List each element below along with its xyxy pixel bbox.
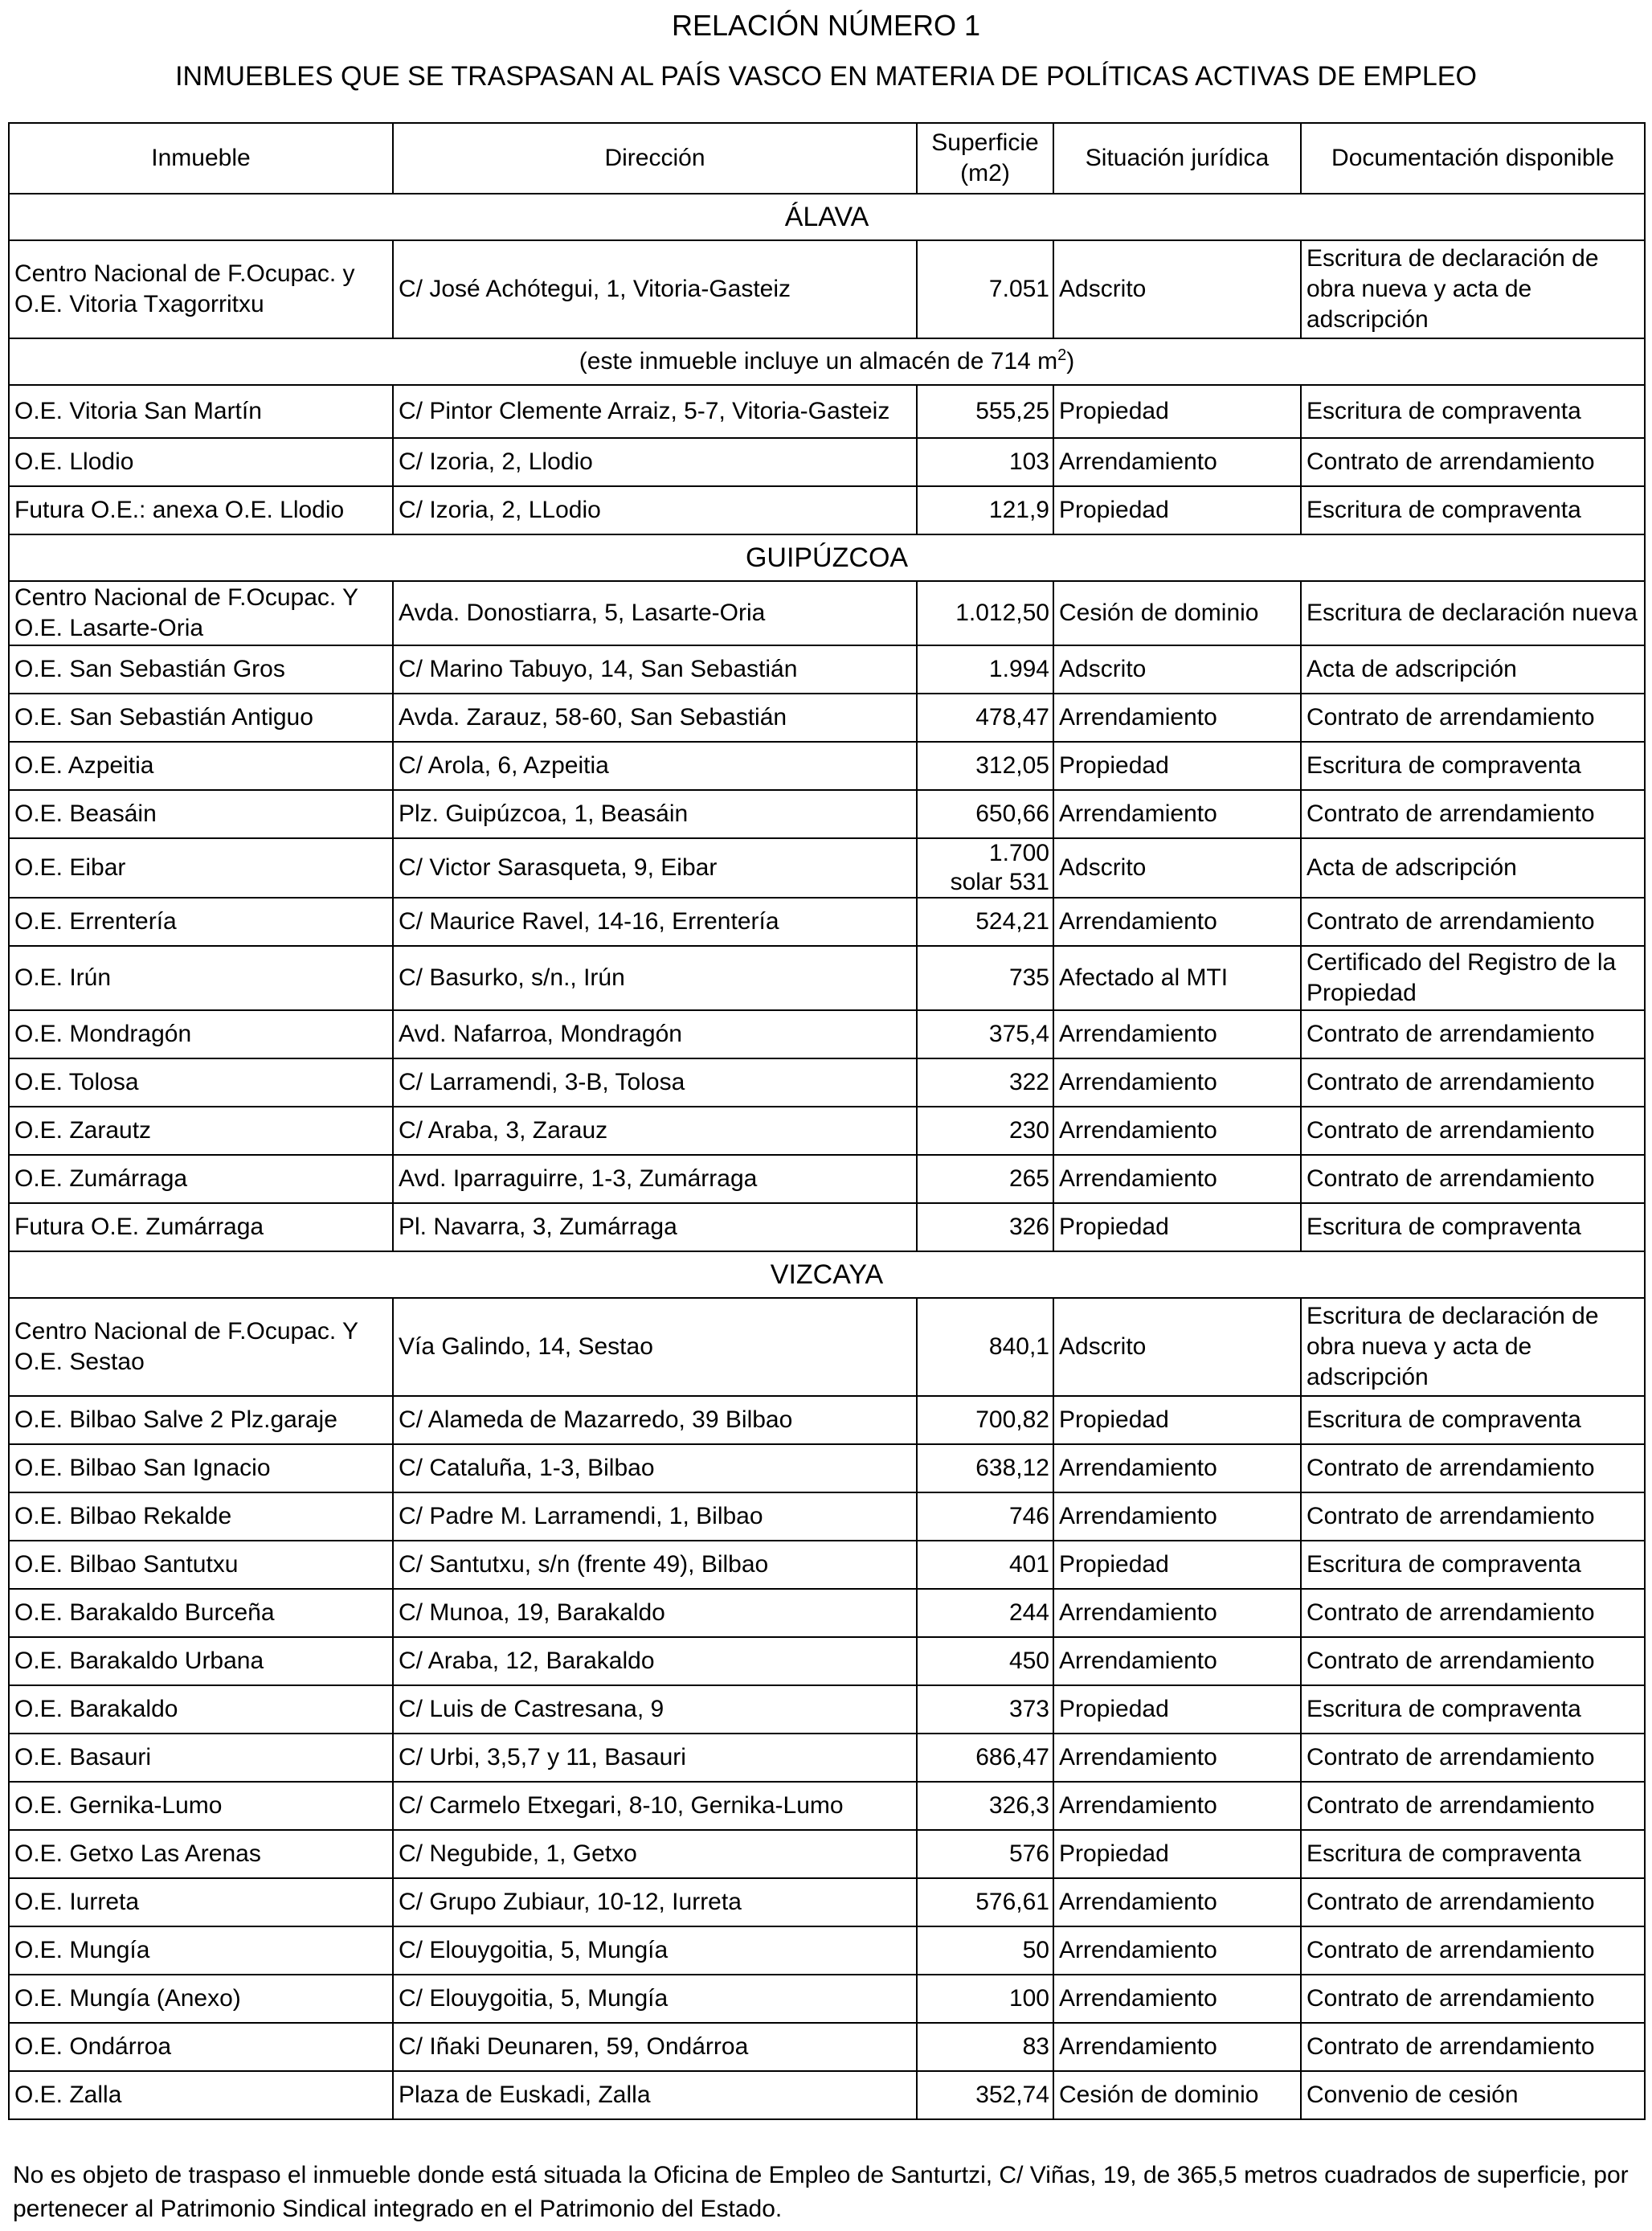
cell-superficie: 375,4	[917, 1010, 1053, 1058]
cell-situacion: Propiedad	[1053, 742, 1301, 790]
cell-direccion: C/ Elouygoitia, 5, Mungía	[393, 1926, 917, 1975]
cell-superficie: 746	[917, 1492, 1053, 1541]
cell-situacion: Propiedad	[1053, 1396, 1301, 1444]
cell-documentacion: Escritura de declaración de obra nueva y acta de adscripción	[1301, 240, 1645, 338]
cell-superficie: 450	[917, 1637, 1053, 1685]
cell-documentacion: Contrato de arrendamiento	[1301, 898, 1645, 946]
header-situacion: Situación jurídica	[1053, 123, 1301, 194]
table-row	[9, 385, 1645, 438]
table-row	[9, 1878, 1645, 1926]
cell-superficie: 265	[917, 1155, 1053, 1203]
cell-documentacion: Contrato de arrendamiento	[1301, 694, 1645, 742]
cell-superficie: 326	[917, 1203, 1053, 1251]
cell-inmueble: O.E. Iurreta	[9, 1878, 393, 1926]
cell-direccion: C/ Maurice Ravel, 14-16, Errentería	[393, 898, 917, 946]
cell-superficie: 478,47	[917, 694, 1053, 742]
cell-inmueble: O.E. Zarautz	[9, 1107, 393, 1155]
cell-situacion: Arrendamiento	[1053, 1444, 1301, 1492]
cell-situacion: Adscrito	[1053, 1298, 1301, 1396]
cell-inmueble: O.E. Bilbao San Ignacio	[9, 1444, 393, 1492]
cell-direccion: C/ Araba, 3, Zarauz	[393, 1107, 917, 1155]
cell-superficie: 650,66	[917, 790, 1053, 838]
storage-note-end: )	[1066, 348, 1075, 375]
table-row	[9, 1010, 1645, 1058]
cell-situacion: Arrendamiento	[1053, 1782, 1301, 1830]
cell-situacion: Adscrito	[1053, 838, 1301, 898]
cell-direccion: C/ Arola, 6, Azpeitia	[393, 742, 917, 790]
cell-inmueble: O.E. San Sebastián Antiguo	[9, 694, 393, 742]
cell-direccion: C/ José Achótegui, 1, Vitoria-Gasteiz	[393, 240, 917, 338]
table-row	[9, 240, 1645, 338]
cell-situacion: Arrendamiento	[1053, 898, 1301, 946]
table-row	[9, 1058, 1645, 1107]
table-row	[9, 1541, 1645, 1589]
cell-direccion: C/ Victor Sarasqueta, 9, Eibar	[393, 838, 917, 898]
cell-direccion: Plz. Guipúzcoa, 1, Beasáin	[393, 790, 917, 838]
cell-documentacion: Contrato de arrendamiento	[1301, 1058, 1645, 1107]
table-row	[9, 1734, 1645, 1782]
cell-direccion: C/ Negubide, 1, Getxo	[393, 1830, 917, 1878]
cell-inmueble: O.E. Zalla	[9, 2071, 393, 2119]
cell-documentacion: Contrato de arrendamiento	[1301, 1637, 1645, 1685]
table-row	[9, 790, 1645, 838]
table-row	[9, 898, 1645, 946]
cell-superficie: 230	[917, 1107, 1053, 1155]
cell-direccion: Avda. Zarauz, 58-60, San Sebastián	[393, 694, 917, 742]
cell-situacion: Adscrito	[1053, 645, 1301, 694]
storage-note	[9, 338, 1645, 385]
cell-documentacion: Escritura de compraventa	[1301, 486, 1645, 534]
cell-inmueble: O.E. San Sebastián Gros	[9, 645, 393, 694]
cell-documentacion: Contrato de arrendamiento	[1301, 438, 1645, 486]
cell-situacion: Arrendamiento	[1053, 1975, 1301, 2023]
cell-inmueble: O.E. Mondragón	[9, 1010, 393, 1058]
cell-situacion: Arrendamiento	[1053, 1010, 1301, 1058]
cell-superficie: 121,9	[917, 486, 1053, 534]
cell-inmueble: O.E. Barakaldo	[9, 1685, 393, 1734]
table-row	[9, 1298, 1645, 1396]
cell-direccion: C/ Elouygoitia, 5, Mungía	[393, 1975, 917, 2023]
header-direccion: Dirección	[393, 123, 917, 194]
cell-documentacion: Contrato de arrendamiento	[1301, 1589, 1645, 1637]
region-name: GUIPÚZCOA	[9, 534, 1645, 581]
cell-superficie: 1.012,50	[917, 581, 1053, 645]
cell-situacion: Adscrito	[1053, 240, 1301, 338]
cell-documentacion: Escritura de declaración de obra nueva y acta de adscripción	[1301, 1298, 1645, 1396]
cell-inmueble: Futura O.E. Zumárraga	[9, 1203, 393, 1251]
cell-documentacion: Convenio de cesión	[1301, 2071, 1645, 2119]
cell-superficie: 244	[917, 1589, 1053, 1637]
cell-inmueble: O.E. Azpeitia	[9, 742, 393, 790]
cell-superficie: 312,05	[917, 742, 1053, 790]
cell-situacion: Propiedad	[1053, 1203, 1301, 1251]
table-body	[9, 194, 1645, 2119]
cell-direccion: C/ Luis de Castresana, 9	[393, 1685, 917, 1734]
cell-superficie: 322	[917, 1058, 1053, 1107]
cell-direccion: C/ Munoa, 19, Barakaldo	[393, 1589, 917, 1637]
table-row	[9, 1830, 1645, 1878]
cell-documentacion: Escritura de compraventa	[1301, 742, 1645, 790]
cell-direccion: Avd. Nafarroa, Mondragón	[393, 1010, 917, 1058]
cell-inmueble: O.E. Barakaldo Urbana	[9, 1637, 393, 1685]
cell-situacion: Arrendamiento	[1053, 1107, 1301, 1155]
table-row	[9, 2071, 1645, 2119]
table-row	[9, 486, 1645, 534]
cell-superficie: 735	[917, 946, 1053, 1010]
cell-documentacion: Escritura de compraventa	[1301, 1685, 1645, 1734]
cell-inmueble: O.E. Eibar	[9, 838, 393, 898]
note-row	[9, 338, 1645, 385]
cell-inmueble: O.E. Bilbao Salve 2 Plz.garaje	[9, 1396, 393, 1444]
table-row	[9, 1589, 1645, 1637]
table-row	[9, 1107, 1645, 1155]
cell-superficie: 352,74	[917, 2071, 1053, 2119]
cell-situacion: Arrendamiento	[1053, 1058, 1301, 1107]
cell-direccion: Pl. Navarra, 3, Zumárraga	[393, 1203, 917, 1251]
cell-inmueble: O.E. Getxo Las Arenas	[9, 1830, 393, 1878]
cell-direccion: Avda. Donostiarra, 5, Lasarte-Oria	[393, 581, 917, 645]
table-row	[9, 1637, 1645, 1685]
cell-inmueble: Futura O.E.: anexa O.E. Llodio	[9, 486, 393, 534]
cell-situacion: Arrendamiento	[1053, 1878, 1301, 1926]
cell-direccion: C/ Izoria, 2, LLodio	[393, 486, 917, 534]
cell-documentacion: Contrato de arrendamiento	[1301, 1492, 1645, 1541]
table-row	[9, 645, 1645, 694]
cell-situacion: Propiedad	[1053, 1830, 1301, 1878]
header-documentacion: Documentación disponible	[1301, 123, 1645, 194]
cell-documentacion: Escritura de compraventa	[1301, 1541, 1645, 1589]
cell-inmueble: O.E. Gernika-Lumo	[9, 1782, 393, 1830]
cell-superficie: 700,82	[917, 1396, 1053, 1444]
cell-direccion: Avd. Iparraguirre, 1-3, Zumárraga	[393, 1155, 917, 1203]
cell-documentacion: Acta de adscripción	[1301, 838, 1645, 898]
cell-inmueble: O.E. Vitoria San Martín	[9, 385, 393, 438]
table-row	[9, 1444, 1645, 1492]
cell-situacion: Afectado al MTI	[1053, 946, 1301, 1010]
table-row	[9, 1396, 1645, 1444]
cell-documentacion: Contrato de arrendamiento	[1301, 1107, 1645, 1155]
header-superficie-line2: (m2)	[960, 160, 1010, 186]
cell-direccion: C/ Carmelo Etxegari, 8-10, Gernika-Lumo	[393, 1782, 917, 1830]
table-row	[9, 838, 1645, 898]
cell-situacion: Propiedad	[1053, 385, 1301, 438]
cell-inmueble: O.E. Mungía	[9, 1926, 393, 1975]
cell-situacion: Arrendamiento	[1053, 790, 1301, 838]
cell-inmueble: Centro Nacional de F.Ocupac. Y O.E. Sestao	[9, 1298, 393, 1396]
cell-situacion: Arrendamiento	[1053, 438, 1301, 486]
cell-superficie: 555,25	[917, 385, 1053, 438]
cell-inmueble: Centro Nacional de F.Ocupac. Y O.E. Lasarte-Oria	[9, 581, 393, 645]
cell-documentacion: Contrato de arrendamiento	[1301, 1878, 1645, 1926]
cell-situacion: Propiedad	[1053, 1541, 1301, 1589]
region-name: VIZCAYA	[9, 1251, 1645, 1298]
cell-documentacion: Acta de adscripción	[1301, 645, 1645, 694]
region-header-row	[9, 194, 1645, 240]
cell-situacion: Cesión de dominio	[1053, 2071, 1301, 2119]
cell-situacion: Arrendamiento	[1053, 1926, 1301, 1975]
cell-direccion: Vía Galindo, 14, Sestao	[393, 1298, 917, 1396]
cell-direccion: C/ Grupo Zubiaur, 10-12, Iurreta	[393, 1878, 917, 1926]
cell-inmueble: O.E. Ondárroa	[9, 2023, 393, 2071]
cell-documentacion: Escritura de compraventa	[1301, 1396, 1645, 1444]
cell-superficie: 103	[917, 438, 1053, 486]
cell-inmueble: O.E. Zumárraga	[9, 1155, 393, 1203]
cell-documentacion: Contrato de arrendamiento	[1301, 1155, 1645, 1203]
cell-documentacion: Escritura de declaración nueva	[1301, 581, 1645, 645]
cell-documentacion: Contrato de arrendamiento	[1301, 2023, 1645, 2071]
cell-inmueble: O.E. Mungía (Anexo)	[9, 1975, 393, 2023]
cell-superficie: 83	[917, 2023, 1053, 2071]
cell-superficie: 1.700 solar 531	[917, 838, 1053, 898]
table-row	[9, 1492, 1645, 1541]
header-superficie	[917, 123, 1053, 194]
document-subtitle: INMUEBLES QUE SE TRASPASAN AL PAÍS VASCO EN MATERIA DE POLÍTICAS ACTIVAS DE EMPLEO	[175, 61, 1477, 92]
table-row	[9, 1926, 1645, 1975]
cell-direccion: C/ Urbi, 3,5,7 y 11, Basauri	[393, 1734, 917, 1782]
cell-inmueble: O.E. Llodio	[9, 438, 393, 486]
table-row	[9, 581, 1645, 645]
cell-situacion: Propiedad	[1053, 1685, 1301, 1734]
cell-direccion: C/ Araba, 12, Barakaldo	[393, 1637, 917, 1685]
cell-superficie: 326,3	[917, 1782, 1053, 1830]
table-row	[9, 946, 1645, 1010]
cell-documentacion: Contrato de arrendamiento	[1301, 1926, 1645, 1975]
cell-documentacion: Contrato de arrendamiento	[1301, 790, 1645, 838]
storage-note-superscript: 2	[1057, 346, 1067, 364]
cell-direccion: C/ Iñaki Deunaren, 59, Ondárroa	[393, 2023, 917, 2071]
cell-inmueble: O.E. Bilbao Rekalde	[9, 1492, 393, 1541]
table-row	[9, 1685, 1645, 1734]
cell-direccion: C/ Santutxu, s/n (frente 49), Bilbao	[393, 1541, 917, 1589]
cell-documentacion: Contrato de arrendamiento	[1301, 1010, 1645, 1058]
table-row	[9, 1782, 1645, 1830]
document-title: RELACIÓN NÚMERO 1	[671, 9, 981, 42]
cell-situacion: Arrendamiento	[1053, 1492, 1301, 1541]
region-header-row	[9, 1251, 1645, 1298]
cell-superficie: 50	[917, 1926, 1053, 1975]
cell-documentacion: Contrato de arrendamiento	[1301, 1444, 1645, 1492]
cell-inmueble: O.E. Barakaldo Burceña	[9, 1589, 393, 1637]
cell-direccion: C/ Alameda de Mazarredo, 39 Bilbao	[393, 1396, 917, 1444]
cell-inmueble: O.E. Bilbao Santutxu	[9, 1541, 393, 1589]
cell-situacion: Arrendamiento	[1053, 1589, 1301, 1637]
cell-situacion: Arrendamiento	[1053, 1155, 1301, 1203]
cell-situacion: Arrendamiento	[1053, 1734, 1301, 1782]
cell-documentacion: Escritura de compraventa	[1301, 385, 1645, 438]
cell-inmueble: Centro Nacional de F.Ocupac. y O.E. Vitoria Txagorritxu	[9, 240, 393, 338]
cell-documentacion: Escritura de compraventa	[1301, 1203, 1645, 1251]
cell-superficie: 576,61	[917, 1878, 1053, 1926]
cell-direccion: C/ Basurko, s/n., Irún	[393, 946, 917, 1010]
cell-superficie: 7.051	[917, 240, 1053, 338]
cell-direccion: C/ Izoria, 2, Llodio	[393, 438, 917, 486]
cell-superficie: 638,12	[917, 1444, 1053, 1492]
cell-superficie: 576	[917, 1830, 1053, 1878]
region-name: ÁLAVA	[9, 194, 1645, 240]
table-row	[9, 2023, 1645, 2071]
header-superficie-line1: Superficie	[931, 129, 1039, 156]
cell-documentacion: Contrato de arrendamiento	[1301, 1782, 1645, 1830]
cell-superficie: 686,47	[917, 1734, 1053, 1782]
cell-direccion: C/ Larramendi, 3-B, Tolosa	[393, 1058, 917, 1107]
table-row	[9, 1975, 1645, 2023]
cell-superficie: 840,1	[917, 1298, 1053, 1396]
table-row	[9, 1203, 1645, 1251]
footer-note: No es objeto de traspaso el inmueble donde está situada la Oficina de Empleo de Santurtzi, C/ Viñas, 19, de 365,5 metros cuadrados de superficie, por pertenecer al Patrimonio Sindical integrado en el Patrimonio del Estado.	[13, 2162, 1629, 2222]
cell-inmueble: O.E. Basauri	[9, 1734, 393, 1782]
table-row	[9, 742, 1645, 790]
cell-situacion: Arrendamiento	[1053, 694, 1301, 742]
cell-direccion: C/ Cataluña, 1-3, Bilbao	[393, 1444, 917, 1492]
cell-inmueble: O.E. Tolosa	[9, 1058, 393, 1107]
cell-superficie: 1.994	[917, 645, 1053, 694]
cell-documentacion: Contrato de arrendamiento	[1301, 1734, 1645, 1782]
cell-inmueble: O.E. Beasáin	[9, 790, 393, 838]
cell-superficie: 373	[917, 1685, 1053, 1734]
table-row	[9, 694, 1645, 742]
cell-direccion: C/ Marino Tabuyo, 14, San Sebastián	[393, 645, 917, 694]
cell-documentacion: Escritura de compraventa	[1301, 1830, 1645, 1878]
header-inmueble: Inmueble	[9, 123, 393, 194]
cell-superficie: 100	[917, 1975, 1053, 2023]
cell-superficie: 401	[917, 1541, 1053, 1589]
table-row	[9, 438, 1645, 486]
cell-situacion: Arrendamiento	[1053, 2023, 1301, 2071]
cell-direccion: C/ Padre M. Larramendi, 1, Bilbao	[393, 1492, 917, 1541]
region-header-row	[9, 534, 1645, 581]
cell-inmueble: O.E. Errentería	[9, 898, 393, 946]
cell-situacion: Arrendamiento	[1053, 1637, 1301, 1685]
properties-table	[8, 122, 1646, 2120]
cell-situacion: Propiedad	[1053, 486, 1301, 534]
cell-superficie: 524,21	[917, 898, 1053, 946]
cell-direccion: Plaza de Euskadi, Zalla	[393, 2071, 917, 2119]
cell-documentacion: Contrato de arrendamiento	[1301, 1975, 1645, 2023]
table-row	[9, 1155, 1645, 1203]
storage-note-text: (este inmueble incluye un almacén de 714 m	[579, 348, 1058, 375]
cell-inmueble: O.E. Irún	[9, 946, 393, 1010]
cell-situacion: Cesión de dominio	[1053, 581, 1301, 645]
cell-documentacion: Certificado del Registro de la Propiedad	[1301, 946, 1645, 1010]
table-header-row	[9, 123, 1645, 194]
cell-direccion: C/ Pintor Clemente Arraiz, 5-7, Vitoria-Gasteiz	[393, 385, 917, 438]
